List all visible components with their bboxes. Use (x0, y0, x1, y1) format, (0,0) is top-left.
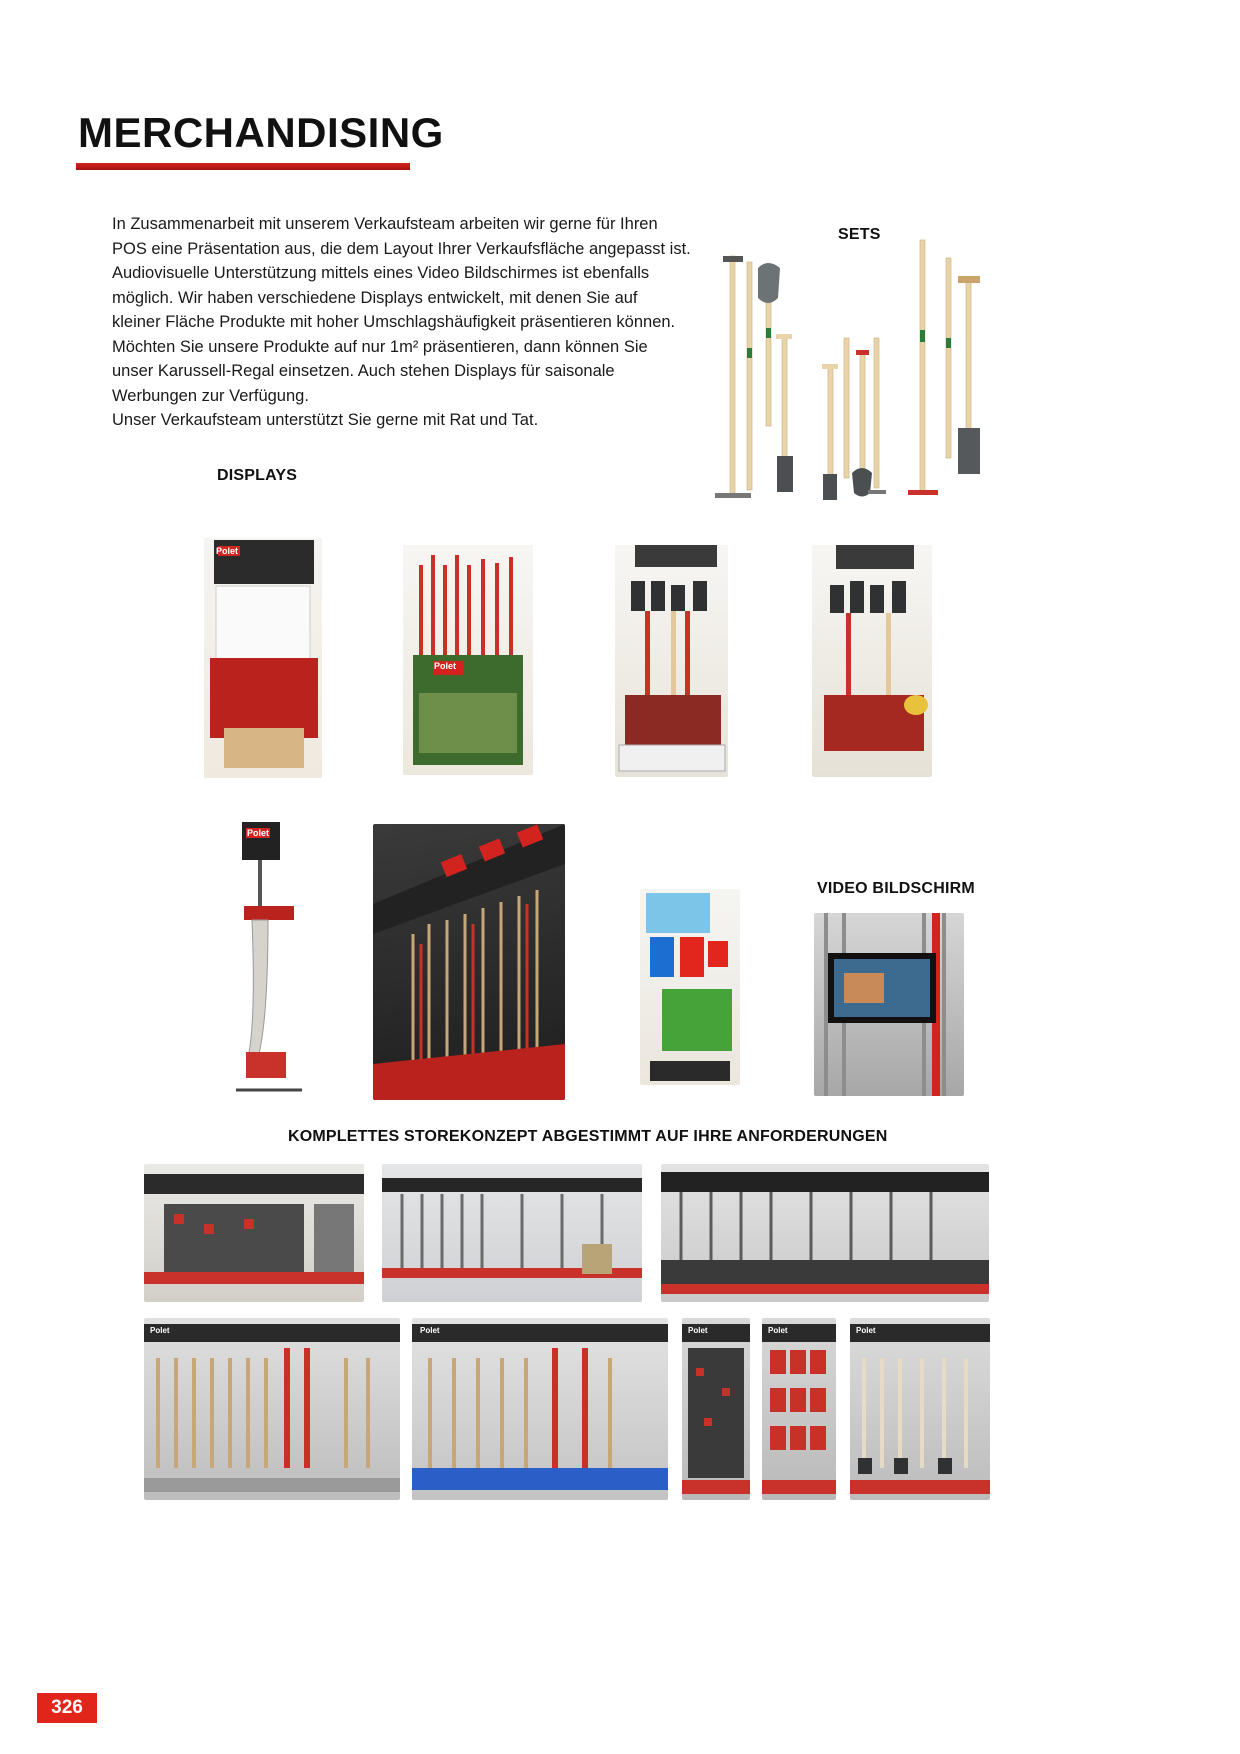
page-number: 326 (37, 1693, 97, 1723)
store-logo: Polet (420, 1326, 440, 1335)
display-logo: Polet (247, 828, 270, 838)
display-logo: Polet (216, 546, 239, 556)
store-photo-8 (850, 1318, 990, 1500)
store-photo-4 (144, 1318, 400, 1500)
intro-line: POS eine Präsentation aus, die dem Layout Ihrer Verkaufsfläche angepasst ist. (112, 239, 691, 258)
store-photo-6 (682, 1318, 750, 1500)
store-photo-3 (661, 1164, 989, 1302)
title-underline (76, 163, 410, 170)
intro-line: In Zusammenarbeit mit unserem Verkaufsteam arbeiten wir gerne für Ihren (112, 215, 658, 233)
display-photo-2 (403, 545, 533, 775)
display-photo-6 (373, 824, 565, 1100)
intro-line: Unser Verkaufsteam unterstützt Sie gerne mit Rat und Tat. (112, 411, 539, 429)
display-logo: Polet (434, 661, 457, 671)
store-photo-1 (144, 1164, 364, 1302)
tool-set-1 (715, 256, 793, 498)
tool-set-2 (822, 338, 886, 500)
intro-line: unser Karussell-Regal einsetzen. Auch stehen Displays für saisonale (112, 362, 615, 380)
sets-heading: SETS (838, 226, 881, 243)
intro-text (112, 212, 712, 433)
store-logo: Polet (768, 1326, 788, 1335)
store-photo-7 (762, 1318, 836, 1500)
store-logo: Polet (856, 1326, 876, 1335)
intro-line: Möchten Sie unsere Produkte auf nur 1m² präsentieren, dann können Sie (112, 337, 648, 356)
garden-tool-sets-image (710, 238, 1010, 520)
store-logo: Polet (150, 1326, 170, 1335)
storekonzept-heading: KOMPLETTES STOREKONZEPT ABGESTIMMT AUF IHRE ANFORDERUNGEN (288, 1128, 888, 1145)
tool-set-3 (908, 240, 980, 495)
video-heading: VIDEO BILDSCHIRM (817, 880, 975, 897)
intro-line: Werbungen zur Verfügung. (112, 386, 309, 405)
display-photo-1 (204, 538, 322, 778)
store-photo-2 (382, 1164, 642, 1302)
video-screen-photo (814, 913, 964, 1096)
store-logo: Polet (688, 1326, 708, 1335)
display-photo-4 (812, 545, 932, 777)
intro-line: kleiner Fläche Produkte mit hoher Umschlagshäufigkeit präsentieren können. (112, 313, 676, 331)
display-photo-3 (615, 545, 728, 777)
displays-heading: DISPLAYS (217, 467, 298, 484)
display-photo-5 (222, 820, 316, 1096)
store-photo-5 (412, 1318, 668, 1500)
intro-line: möglich. Wir haben verschiedene Displays entwickelt, mit denen Sie auf (112, 288, 638, 307)
page-title: MERCHANDISING (78, 109, 444, 156)
display-photo-7 (640, 889, 740, 1085)
intro-line: Audiovisuelle Unterstützung mittels eines Video Bildschirmes ist ebenfalls (112, 264, 650, 282)
